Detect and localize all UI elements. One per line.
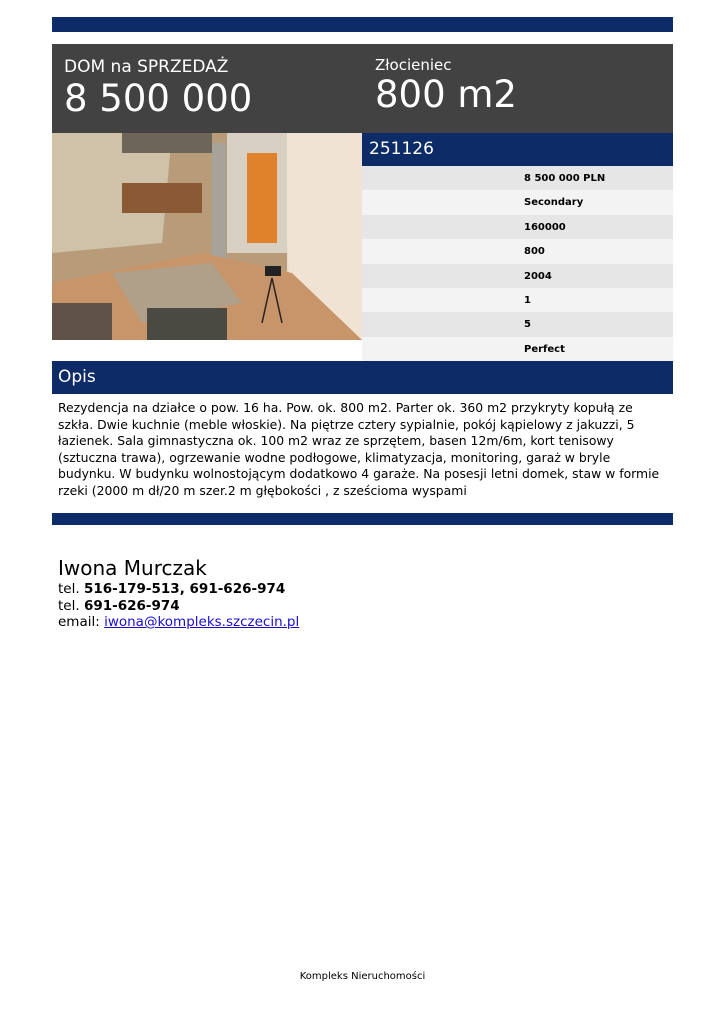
detail-value: Secondary [524,197,584,209]
listing-header [52,44,673,133]
detail-value: 5 [524,319,531,331]
agent-phones: 516-179-513, 691-626-974 [83,581,286,597]
tel-label: tel. [58,597,80,614]
listing-type: DOM na SPRZEDAŻ [64,57,229,77]
reference-bar [362,133,673,166]
detail-row [362,190,673,214]
detail-row [362,337,673,361]
section-divider-bar [52,513,673,525]
agent-email-line [58,614,299,631]
detail-value: 800 [524,246,545,258]
description-heading-bar [52,361,673,394]
agent-contact [58,555,299,631]
listing-reference: 251126 [369,139,434,159]
top-divider-bar [52,17,673,32]
details-table [362,166,673,361]
detail-row [362,239,673,263]
description-heading: Opis [58,367,96,387]
detail-row [362,215,673,239]
detail-row [362,264,673,288]
detail-row [362,166,673,190]
detail-value: 160000 [524,221,566,233]
property-photo [52,133,362,340]
agent-name: Iwona Murczak [58,556,207,580]
agent-email-link[interactable]: iwona@kompleks.szczecin.pl [104,614,300,630]
listing-city: Złocieniec [375,56,452,74]
description-text: Rezydencja na działce o pow. 16 ha. Pow. ok. 800 m2. Parter ok. 360 m2 przykryty kopułą ze szkła. Dwie kuchnie (meble włoskie). Na piętrze cztery sypialnie, pokój kąpielowy z jakuzzi, 5 łazienek. Sala gimnastyczna ok. 100 m2 wraz ze sprzętem, basen 12m/6m, kort tenisowy (sztuczna trawa), ogrzewanie wodne podłogowe, klimatyzacja, monitoring, garaż w bryle budynku. W budynku wolnostojącym dodatkowo 4 garaże. Na posesji letni domek, staw w formie rzeki (2000 m dł/20 m szer.2 m głębokości , z sześcioma wyspami [58,400,660,498]
agent-phone: 691-626-974 [83,597,180,614]
agent-phone-line-1 [58,581,299,598]
detail-value: 8 500 000 PLN [524,173,606,184]
agent-phone-line-2 [58,598,299,615]
detail-row [362,288,673,312]
email-label: email: [58,614,100,630]
detail-value: Perfect [524,343,565,355]
detail-value: 2004 [524,270,552,282]
tel-label: tel. [58,581,80,597]
detail-row [362,312,673,336]
listing-area: 800 m2 [375,73,517,116]
detail-value: 1 [524,294,531,306]
listing-price: 8 500 000 [64,77,253,120]
footer-company: Kompleks Nieruchomości [299,971,426,982]
